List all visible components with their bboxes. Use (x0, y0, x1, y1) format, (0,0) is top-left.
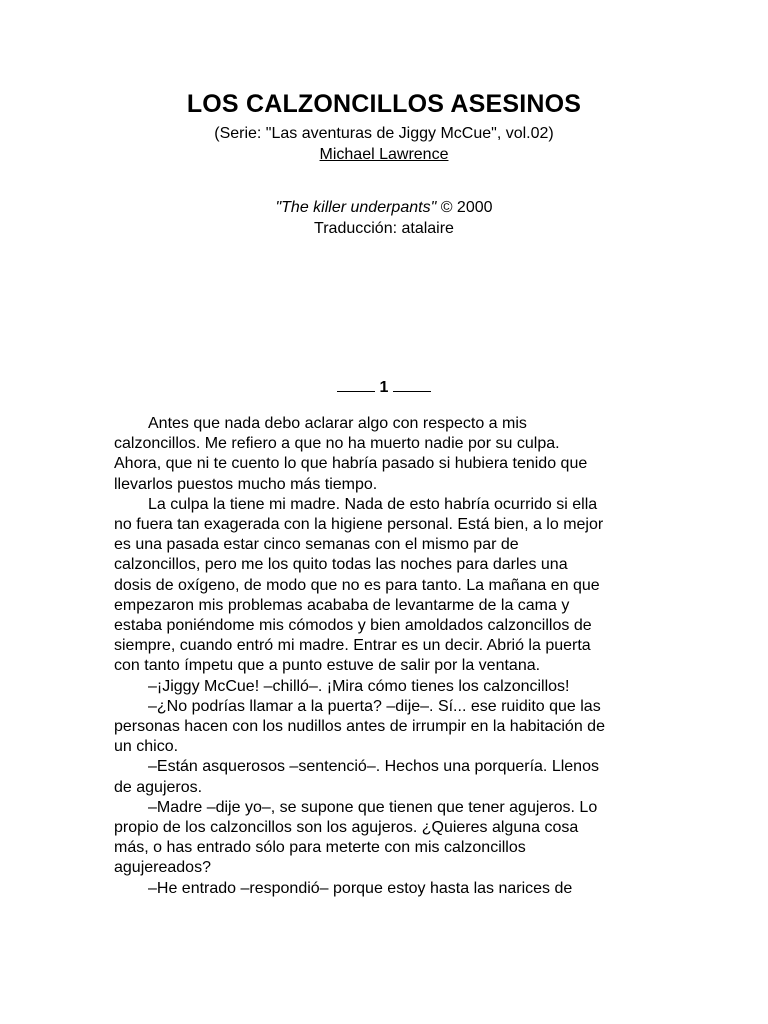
chapter-rule-right (393, 377, 431, 392)
chapter-number: 1 (379, 379, 389, 396)
chapter-rule-left (337, 377, 375, 392)
original-title-line (0, 198, 768, 218)
document-title: LOS CALZONCILLOS ASESINOS (186, 90, 582, 118)
paragraph: La culpa la tiene mi madre. Nada de esto habría ocurrido si ella no fuera tan exagerada con la higiene personal. Está bien, a lo mejor es una pasada estar cinco semanas con el mismo par de calzoncillos, pero me los quito todas las noches para darles una dosis de oxígeno, de modo que no es para tanto. La mañana en que empezaron mis problemas acababa de levantarme de la cama y estaba poniéndome mis cómodos y bien amoldados calzoncillos de siempre, cuando entró mi madre. Entrar es un decir. Abrió la puerta con tanto ímpetu que a punto estuve de salir por la ventana. (114, 495, 604, 675)
original-title: "The killer underpants" (275, 199, 437, 216)
paragraph: –He entrado –respondió– porque estoy hasta las narices de (148, 879, 573, 897)
translation-credit: Traducción: atalaire (314, 220, 454, 237)
paragraph: –Madre –dije yo–, se supone que tienen que tener agujeros. Lo propio de los calzoncillos son los agujeros. ¿Quieres alguna cosa más, o has entrado sólo para meterte con mis calzoncillos agujereados? (114, 798, 598, 877)
chapter-heading (0, 377, 768, 398)
paragraph: –Están asquerosos –sentenció–. Hechos una porquería. Llenos de agujeros. (114, 758, 599, 796)
chapter-body (114, 414, 654, 899)
copyright-text: © 2000 (436, 199, 493, 216)
series-line: (Serie: "Las aventuras de Jiggy McCue", vol.02) (214, 125, 554, 142)
paragraph: –¡Jiggy McCue! –chilló–. ¡Mira cómo tienes los calzoncillos! (148, 677, 570, 695)
paragraph: –¿No podrías llamar a la puerta? –dije–. Sí... ese ruidito que las personas hacen con los nudillos antes de irrumpir en la habitación de un chico. (114, 697, 605, 756)
author-name: Michael Lawrence (319, 146, 449, 163)
paragraph: Antes que nada debo aclarar algo con respecto a mis calzoncillos. Me refiero a que no ha muerto nadie por su culpa. Ahora, que ni te cuento lo que habría pasado si hubiera tenido que llevarlos puestos mucho más tiempo. (114, 415, 588, 493)
